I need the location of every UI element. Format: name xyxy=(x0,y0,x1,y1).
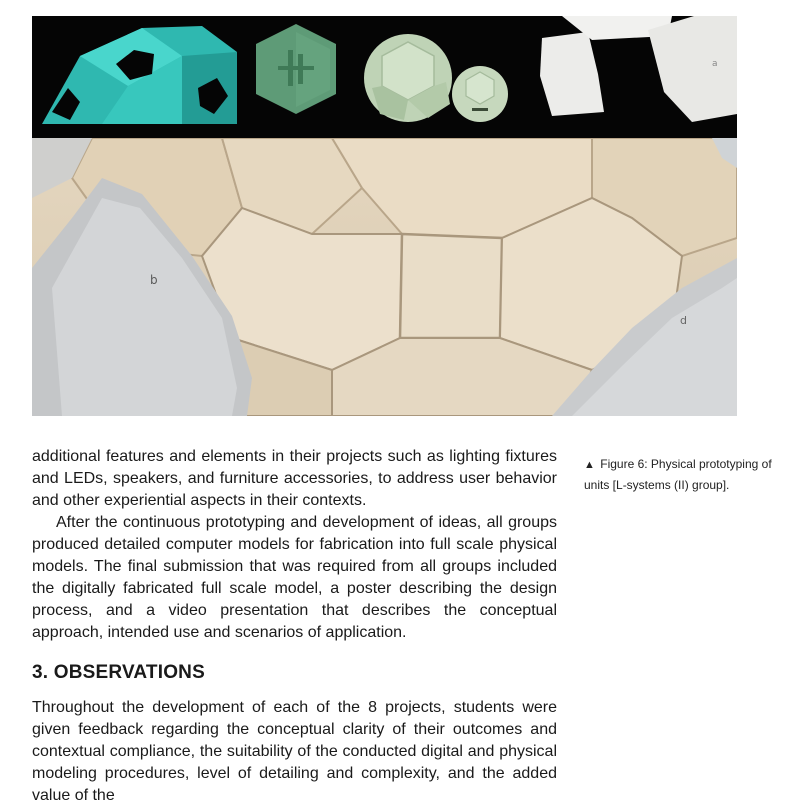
svg-text:b: b xyxy=(150,273,158,287)
body-text-upper xyxy=(32,446,557,644)
paragraph-3: Throughout the development of each of the 8 projects, students were given feedback regarding the conceptual clarity of their outcomes and contextual compliance, the suitability of the conducted digital and physical modeling procedures, level of detailing and complexity, and the added value of the xyxy=(32,699,557,804)
body-text-lower xyxy=(32,697,557,807)
caption-text: Figure 6: Physical prototyping of units [L-systems (II) group]. xyxy=(584,457,772,492)
paragraph-1: additional features and elements in their projects such as lighting fixtures and LEDs, speakers, and furniture accessories, to address user behavior and other experiential aspects in their contexts. xyxy=(32,448,557,509)
pale-polyhedron-small xyxy=(452,66,508,122)
svg-text:d: d xyxy=(680,314,687,327)
caption-triangle-icon: ▲ xyxy=(584,459,595,471)
figure-6-photo xyxy=(32,16,737,416)
svg-text:a: a xyxy=(712,59,718,69)
pale-polyhedron-large xyxy=(364,34,452,122)
dome-interior-image xyxy=(32,138,737,416)
prototype-strip-image xyxy=(32,16,737,138)
paragraph-2: After the continuous prototyping and development of ideas, all groups produced detailed computer models for fabrication into full scale physical models. The final submission that was required from all groups included the digitally fabricated full scale model, a poster describing the design process, and a video presentation that describes the conceptual approach, intended use and scenarios of application. xyxy=(32,514,557,641)
section-heading: 3. OBSERVATIONS xyxy=(32,662,205,683)
figure-caption xyxy=(584,454,784,495)
